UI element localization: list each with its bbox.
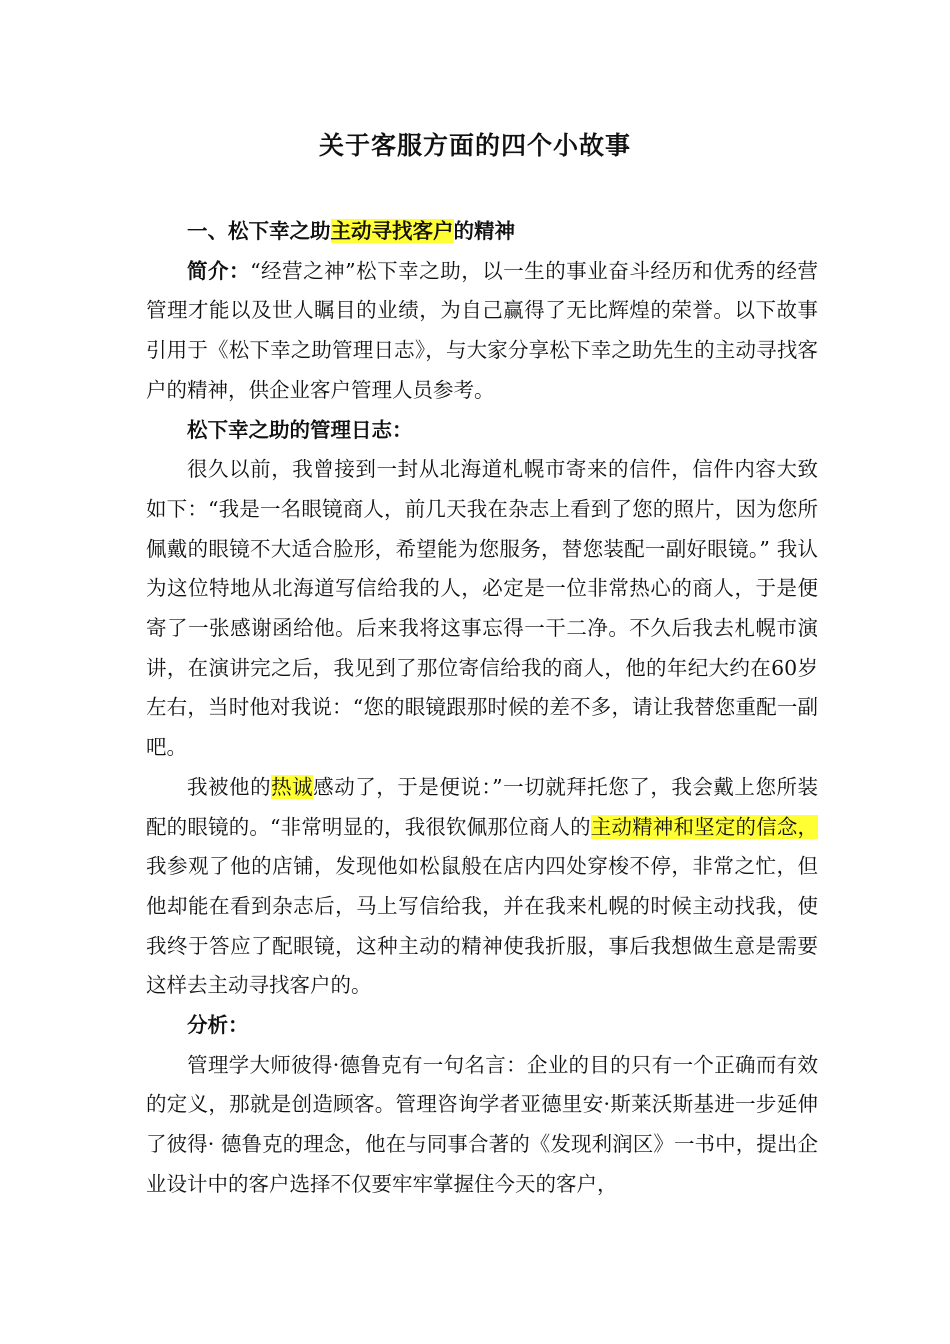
para2-text-b: 感动了，于是便说：”一切就拜托您了，我会戴上您所装配的眼镜的。“非常明显的，我很钦佩那位商人的: [146, 774, 819, 839]
analysis-paragraph: 管理学大师彼得·德鲁克有一句名言：企业的目的只有一个正确而有效的定义，那就是创造顾客。管理咨询学者亚德里安·斯莱沃斯基进一步延伸了彼得· 德鲁克的理念，他在与同事合著的《发现利润区》一书中，提出企业设计中的客户选择不仅要牢牢掌握住今天的客户，: [146, 1052, 818, 1196]
para2-text-c: 我参观了他的店铺，发现他如松鼠般在店内四处穿梭不停，非常之忙，但他却能在看到杂志后，马上写信给我，并在我来札幌的时候主动找我，使我终于答应了配眼镜，这种主动的精神使我折服，事后我想做生意是需要这样去主动寻找客户的。: [146, 854, 818, 998]
intro-text: “经营之神”松下幸之助，以一生的事业奋斗经历和优秀的经营管理才能以及世人瞩目的业绩，为自己赢得了无比辉煌的荣誉。以下故事引用于《松下幸之助管理日志》，与大家分享松下幸之助先生的主动寻找客户的精神，供企业客户管理人员参考。: [146, 258, 818, 402]
story-paragraph-1: 很久以前，我曾接到一封从北海道札幌市寄来的信件，信件内容大致如下：“我是一名眼镜商人，前几天我在杂志上看到了您的照片，因为您所佩戴的眼镜不大适合脸形，希望能为您服务，替您装配一副好眼镜。” 我认为这位特地从北海道写信给我的人，必定是一位非常热心的商人，于是便寄了一张感谢函给他。后来我将这事忘得一干二净。不久后我去札幌市演讲，在演讲完之后，我见到了那位寄信给我的商人，他的年纪大约在60岁左右，当时他对我说：“您的眼镜跟那时候的差不多，请让我替您重配一副吧。: [146, 457, 818, 760]
intro-paragraph: [146, 252, 818, 411]
section-heading-suffix: 的精神: [453, 219, 515, 243]
document-body: [146, 212, 818, 1205]
section-heading-highlight: 主动寻找客户: [330, 219, 454, 243]
intro-label: 简介：: [187, 258, 251, 283]
para2-highlight-1: 热诚: [271, 774, 314, 799]
story-paragraph-2: [146, 768, 818, 1006]
para2-highlight-2: 主动精神和坚定的信念，: [590, 814, 819, 839]
section-heading: [146, 212, 818, 252]
document-title: 关于客服方面的四个小故事: [318, 131, 631, 160]
analysis-heading: 分析：: [187, 1013, 249, 1038]
section-heading-prefix: 一、松下幸之助: [187, 219, 331, 243]
log-heading: 松下幸之助的管理日志：: [187, 417, 413, 442]
para2-text-a: 我被他的: [187, 774, 272, 799]
